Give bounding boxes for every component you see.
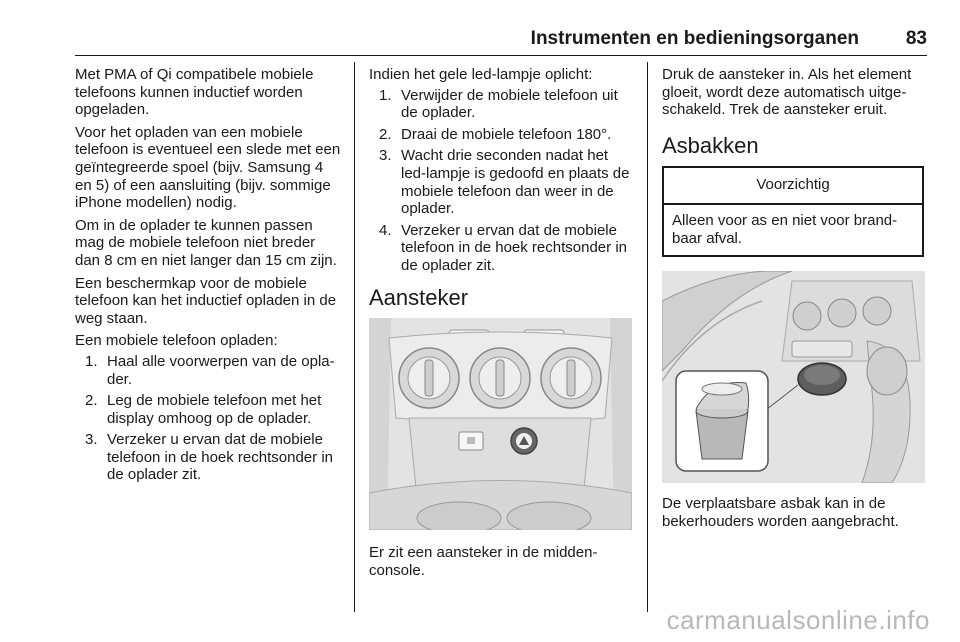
paragraph: Om in de oplader te kunnen passen mag de mobiele telefoon niet breder dan 8 cm en niet langer dan 15 cm zijn. — [75, 216, 337, 269]
list-text: Verzeker u ervan dat de mobiele telefoon in de hoek rechtsonder in de oplader zit. — [107, 431, 333, 484]
caution-box — [662, 166, 924, 257]
list-item — [369, 87, 633, 122]
ashtray-drawing — [662, 271, 925, 483]
list-item — [369, 147, 633, 217]
section-heading-asbakken: Asbakken — [662, 132, 759, 158]
figure-caption: Er zit een aansteker in de middenconsole. — [369, 544, 598, 579]
charging-steps-list — [75, 353, 343, 484]
column-divider-2 — [647, 62, 648, 612]
list-number: 2. — [379, 125, 392, 143]
list-item — [369, 126, 633, 144]
page-number: 83 — [905, 28, 927, 49]
list-number: 1. — [379, 86, 392, 104]
column-1 — [75, 66, 343, 488]
list-item — [75, 431, 343, 484]
ashtray-illustration — [662, 271, 925, 483]
list-number: 3. — [85, 431, 98, 449]
paragraph: Voor het opladen van een mobiele telefoon is eventueel een slede met een geïntegreerde spoel (bijv. Samsung 4 en 5) of een aansluiting (bijv. sommige iPhone modellen) nodig. — [75, 123, 341, 212]
column-2 — [369, 66, 633, 584]
console-drawing — [369, 318, 632, 530]
paragraph: Met PMA of Qi compatibele mobiele telefoons kunnen inductief worden opgeladen. — [75, 66, 314, 119]
lighter-illustration — [369, 318, 632, 530]
paragraph: Indien het gele led-lampje oplicht: — [369, 66, 593, 83]
list-text: Verzeker u ervan dat de mobiele telefoon in de hoek rechtsonder in de oplader zit. — [401, 221, 627, 274]
page-title: Instrumenten en bedieningsorganen — [530, 28, 859, 49]
list-item — [369, 222, 633, 275]
paragraph: Een beschermkap voor de mobiele telefoon kan het inductief opladen in de weg staan. — [75, 274, 337, 327]
figure-caption: De verplaatsbare asbak kan in de bekerhouders worden aangebracht. — [662, 495, 899, 530]
caution-text: Alleen voor as en niet voor brandbaar afval. — [672, 211, 898, 247]
list-text: Wacht drie seconden nadat het led-lampje is gedoofd en plaats de mobiele telefoon dan weer in de oplader. — [401, 147, 630, 218]
list-text: Verwijder de mobiele telefoon uit de oplader. — [401, 86, 618, 122]
paragraph: Druk de aansteker in. Als het element gloeit, wordt deze automatisch uitgeschakeld. Trek de aansteker eruit. — [662, 66, 912, 119]
list-number: 3. — [379, 147, 392, 165]
paragraph: Een mobiele telefoon opladen: — [75, 332, 278, 350]
led-steps-list — [369, 87, 633, 275]
section-heading-aansteker: Aansteker — [369, 284, 469, 310]
header-rule — [75, 55, 927, 56]
list-text: Leg de mobiele telefoon met het display omhoog op de oplader. — [107, 392, 322, 427]
list-text: Haal alle voorwerpen van de oplader. — [107, 352, 335, 388]
page-header — [75, 28, 927, 50]
list-number: 1. — [85, 352, 98, 370]
list-number: 2. — [85, 392, 98, 410]
list-text: Draai de mobiele telefoon 180°. — [401, 125, 612, 143]
caution-heading: Voorzichtig — [664, 168, 922, 205]
column-3 — [662, 66, 928, 535]
watermark: carmanualsonline.info — [666, 605, 930, 635]
list-item — [75, 392, 343, 427]
list-number: 4. — [379, 221, 392, 239]
list-item — [75, 353, 343, 388]
column-divider-1 — [354, 62, 355, 612]
